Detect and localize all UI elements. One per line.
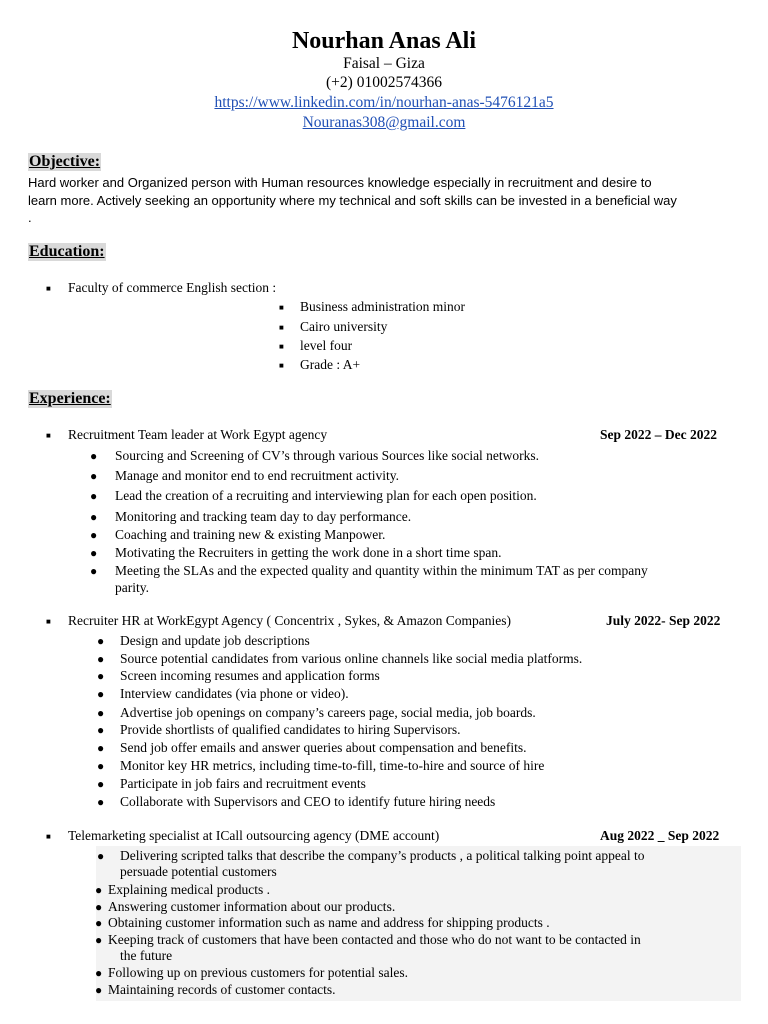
- square-bullet-icon: ■: [279, 361, 284, 370]
- bullet-icon: ●: [90, 510, 98, 524]
- bullet-icon: ●: [97, 795, 105, 809]
- bullet-icon: ●: [95, 966, 103, 980]
- bullet-icon: ●: [97, 759, 105, 773]
- job-bullet: Explaining medical products .: [108, 882, 270, 897]
- bullet-icon: ●: [97, 741, 105, 755]
- education-sub-item: Cairo university: [300, 319, 388, 334]
- job-bullet: Manage and monitor end to end recruitment activity.: [115, 468, 400, 483]
- job-bullet: Answering customer information about our products.: [108, 899, 396, 914]
- job-bullet: Provide shortlists of qualified candidates to hiring Supervisors.: [120, 722, 461, 737]
- job-bullet: Delivering scripted talks that describe the company’s products , a political talking point appeal to: [120, 848, 645, 863]
- job-bullet: Advertise job openings on company’s careers page, social media, job boards.: [120, 705, 536, 720]
- square-bullet-icon: ■: [279, 342, 284, 351]
- email-link[interactable]: Nouranas308@gmail.com: [302, 114, 466, 131]
- job-bullet: Design and update job descriptions: [120, 633, 310, 648]
- bullet-icon: ●: [97, 777, 105, 791]
- bullet-icon: ●: [90, 564, 98, 578]
- location: Faisal – Giza: [343, 55, 425, 72]
- job-bullet: Following up on previous customers for potential sales.: [108, 965, 408, 980]
- job-dates: July 2022- Sep 2022: [606, 613, 721, 628]
- job-bullet: Monitor key HR metrics, including time-to-fill, time-to-hire and source of hire: [120, 758, 545, 773]
- job-bullet: Meeting the SLAs and the expected quality and quantity within the minimum TAT as per company: [115, 563, 648, 578]
- candidate-name: Nourhan Anas Ali: [291, 28, 477, 54]
- bullet-icon: ●: [97, 687, 105, 701]
- bullet-icon: ●: [90, 546, 98, 560]
- linkedin-link[interactable]: https://www.linkedin.com/in/nourhan-anas-5476121a5: [214, 94, 554, 111]
- bullet-icon: ●: [95, 983, 103, 997]
- bullet-icon: ●: [95, 900, 103, 914]
- job-bullet: Motivating the Recruiters in getting the work done in a short time span.: [115, 545, 502, 560]
- job-bullet: Sourcing and Screening of CV’s through various Sources like social networks.: [115, 448, 540, 463]
- square-bullet-icon: ■: [279, 323, 284, 332]
- objective-line-2: learn more. Actively seeking an opportunity where my technical and soft skills can be invested in a beneficial way: [28, 192, 677, 208]
- education-sub-item: level four: [300, 338, 353, 353]
- education-sub-item: Business administration minor: [300, 299, 465, 314]
- phone: (+2) 01002574366: [326, 74, 442, 91]
- job-bullet-continued: the future: [120, 948, 173, 963]
- job-title: Recruitment Team leader at Work Egypt agency: [68, 427, 328, 442]
- job-bullet: Participate in job fairs and recruitment events: [120, 776, 366, 791]
- bullet-icon: ●: [97, 849, 105, 863]
- objective-line-3: .: [28, 210, 32, 225]
- job-bullet: Monitoring and tracking team day to day performance.: [115, 509, 412, 524]
- square-bullet-icon: ■: [46, 431, 51, 440]
- bullet-icon: ●: [97, 652, 105, 666]
- education-heading: Education:: [29, 243, 105, 260]
- bullet-icon: ●: [90, 528, 98, 542]
- job-bullet: Coaching and training new & existing Manpower.: [115, 527, 386, 542]
- square-bullet-icon: ■: [46, 284, 51, 293]
- job-bullet: Source potential candidates from various online channels like social media platforms.: [120, 651, 583, 666]
- bullet-icon: ●: [97, 723, 105, 737]
- bullet-icon: ●: [90, 449, 98, 463]
- job-bullet: Maintaining records of customer contacts.: [108, 982, 336, 997]
- bullet-icon: ●: [90, 469, 98, 483]
- education-item: Faculty of commerce English section :: [68, 280, 277, 295]
- job-bullet: Screen incoming resumes and application forms: [120, 668, 380, 683]
- objective-line-1: Hard worker and Organized person with Human resources knowledge especially in recruitment and desire to: [28, 175, 652, 190]
- job-bullet: Lead the creation of a recruiting and interviewing plan for each open position.: [115, 488, 537, 503]
- bullet-icon: ●: [95, 883, 103, 897]
- education-sub-item: Grade : A+: [300, 357, 361, 372]
- job-dates: Aug 2022 _ Sep 2022: [600, 828, 720, 843]
- job-dates: Sep 2022 – Dec 2022: [600, 427, 717, 442]
- job-title: Telemarketing specialist at ICall outsourcing agency (DME account): [68, 828, 440, 843]
- experience-heading: Experience:: [29, 390, 111, 407]
- square-bullet-icon: ■: [46, 832, 51, 841]
- job-bullet-continued: parity.: [115, 580, 149, 595]
- job-bullet: Obtaining customer information such as name and address for shipping products .: [108, 915, 550, 930]
- objective-heading: Objective:: [29, 153, 101, 170]
- bullet-icon: ●: [95, 933, 103, 947]
- job-bullet: Interview candidates (via phone or video).: [120, 686, 349, 701]
- job-bullet-continued: persuade potential customers: [120, 864, 277, 879]
- bullet-icon: ●: [97, 634, 105, 648]
- job-bullet: Collaborate with Supervisors and CEO to identify future hiring needs: [120, 794, 496, 809]
- bullet-icon: ●: [97, 669, 105, 683]
- bullet-icon: ●: [95, 916, 103, 930]
- objective-text: [28, 174, 748, 227]
- job-bullet: Send job offer emails and answer queries about compensation and benefits.: [120, 740, 527, 755]
- bullet-icon: ●: [90, 489, 98, 503]
- bullet-icon: ●: [97, 706, 105, 720]
- square-bullet-icon: ■: [46, 617, 51, 626]
- job-bullet: Keeping track of customers that have been contacted and those who do not want to be contacted in: [108, 932, 641, 947]
- square-bullet-icon: ■: [279, 303, 284, 312]
- job-title: Recruiter HR at WorkEgypt Agency ( Concentrix , Sykes, & Amazon Companies): [68, 613, 511, 628]
